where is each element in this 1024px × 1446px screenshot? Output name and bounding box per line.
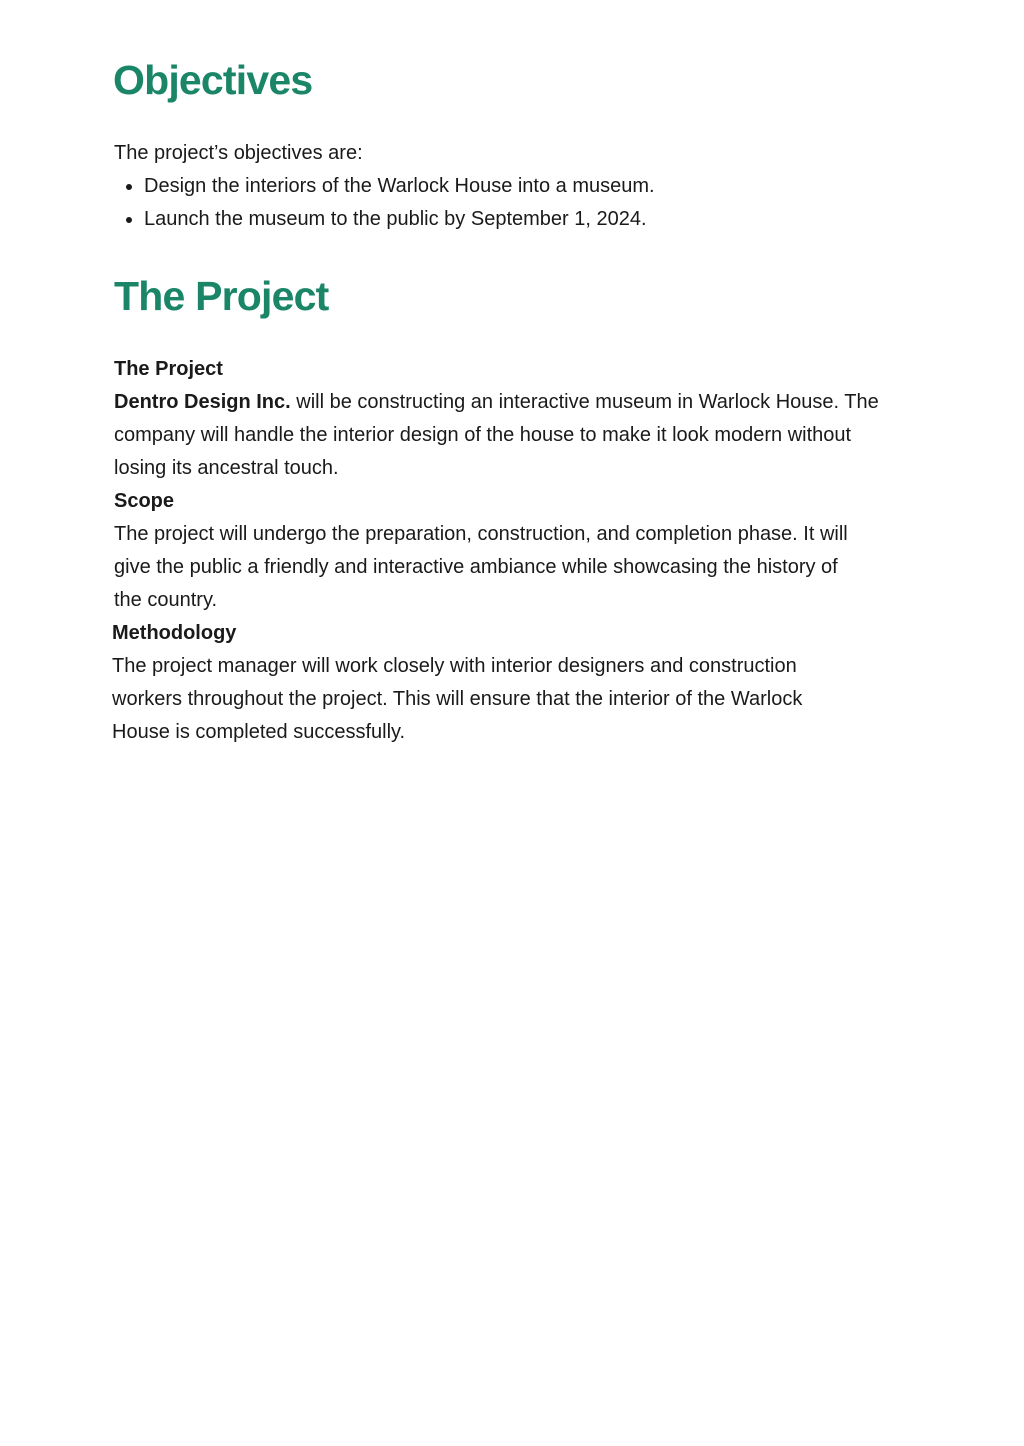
objectives-list bbox=[114, 170, 655, 236]
scope-heading: Scope bbox=[114, 490, 175, 512]
methodology-line-1: The project manager will work closely with interior designers and construction bbox=[112, 655, 797, 677]
objectives-heading: Objectives bbox=[113, 57, 313, 103]
project-heading: The Project bbox=[114, 273, 329, 319]
objectives-intro: The project’s objectives are: bbox=[114, 142, 363, 164]
scope-line-2: give the public a friendly and interactive ambiance while showcasing the history of bbox=[114, 556, 838, 578]
scope-line-3: the country. bbox=[114, 589, 218, 611]
project-subheading: The Project bbox=[114, 358, 223, 380]
bullet-icon bbox=[126, 184, 132, 190]
company-name: Dentro Design Inc. bbox=[114, 391, 291, 413]
project-description-line-1 bbox=[114, 386, 879, 419]
bullet-icon bbox=[126, 217, 132, 223]
list-item-text: Design the interiors of the Warlock House into a museum. bbox=[144, 175, 655, 197]
methodology-line-3: House is completed successfully. bbox=[112, 721, 406, 743]
list-item-text: Launch the museum to the public by September 1, 2024. bbox=[144, 208, 647, 230]
methodology-line-2: workers throughout the project. This will ensure that the interior of the Warlock bbox=[112, 688, 803, 710]
methodology-heading: Methodology bbox=[112, 622, 237, 644]
scope-line-1: The project will undergo the preparation, construction, and completion phase. It will bbox=[114, 523, 848, 545]
list-item bbox=[114, 170, 655, 203]
project-description-line-2: company will handle the interior design of the house to make it look modern without bbox=[114, 424, 852, 446]
list-item bbox=[114, 203, 655, 236]
description-text: will be constructing an interactive museum in Warlock House. The bbox=[290, 391, 879, 413]
project-description-line-3: losing its ancestral touch. bbox=[114, 457, 339, 479]
